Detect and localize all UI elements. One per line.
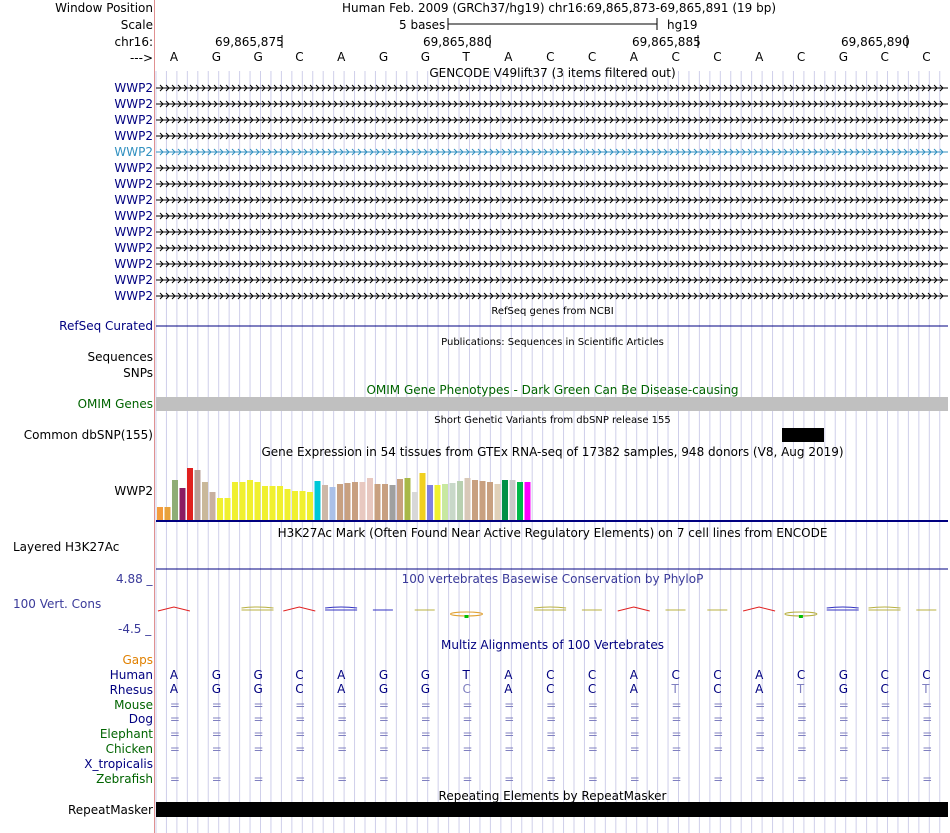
gtex-tissue-bar: [210, 492, 216, 520]
publications-sequences-label[interactable]: Sequences: [87, 350, 153, 364]
scale-label: Scale: [120, 18, 153, 32]
phylop-glyph: [242, 607, 274, 610]
gtex-tissue-bar: [285, 489, 291, 520]
alignment-base: =: [755, 771, 766, 786]
gtex-tissue-bar: [180, 488, 186, 520]
alignment-base: =: [462, 727, 473, 742]
alignment-base: =: [420, 697, 431, 712]
alignment-base: A: [337, 668, 346, 682]
gtex-tissue-bar: [405, 478, 411, 520]
alignment-base: =: [629, 742, 640, 756]
gtex-tissue-bar: [247, 480, 253, 520]
alignment-base: =: [713, 697, 724, 712]
alignment-base: =: [253, 697, 264, 712]
gtex-tissue-bar: [487, 482, 493, 520]
alignment-base: =: [420, 771, 431, 786]
repeatmasker-title[interactable]: Repeating Elements by RepeatMasker: [438, 789, 667, 803]
gtex-tissue-bar: [322, 485, 328, 520]
position-tick-3: 69,865,885: [632, 35, 701, 49]
gtex-tissue-bar: [420, 473, 426, 520]
alignment-base: =: [462, 742, 473, 756]
alignment-base: =: [755, 742, 766, 756]
alignment-base: =: [504, 712, 515, 727]
scale-text: 5 bases: [399, 18, 446, 32]
alignment-base: =: [546, 742, 557, 756]
alignment-base: =: [295, 712, 306, 727]
omim-feature-bar[interactable]: [156, 397, 948, 411]
alignment-base: =: [796, 727, 807, 742]
alignment-base: =: [671, 742, 682, 756]
base-letter: A: [755, 50, 764, 64]
alignment-base: =: [671, 771, 682, 786]
alignment-base: G: [378, 682, 389, 696]
gtex-tissue-bar: [382, 484, 388, 520]
alignment-base: =: [880, 742, 891, 756]
alignment-base: =: [337, 712, 348, 727]
multiz-species-label[interactable]: Human: [109, 668, 153, 682]
repeatmasker-bar[interactable]: [156, 802, 948, 817]
alignment-base: C: [880, 682, 889, 696]
gtex-tissue-bar: [315, 481, 321, 520]
gaps-label[interactable]: Gaps: [122, 653, 153, 667]
gtex-tissue-bar: [255, 482, 261, 520]
gtex-tissue-bar: [345, 483, 351, 520]
alignment-base: C: [671, 668, 680, 682]
gtex-tissue-bar: [270, 486, 276, 520]
alignment-base: C: [587, 682, 597, 696]
gencode-gene-label[interactable]: WWP2: [114, 193, 153, 207]
gtex-tissue-bar: [217, 498, 223, 520]
gtex-tissue-bar: [375, 484, 381, 520]
base-letter: C: [796, 50, 806, 64]
alignment-base: =: [420, 727, 431, 742]
alignment-base: C: [796, 668, 806, 682]
alignment-base: =: [253, 727, 264, 742]
multiz-species-label[interactable]: Chicken: [105, 742, 153, 756]
gtex-tissue-bar: [465, 478, 471, 520]
dbsnp-label[interactable]: Common dbSNP(155): [23, 428, 153, 442]
alignment-base: =: [253, 771, 264, 786]
alignment-base: A: [504, 682, 513, 696]
alignment-base: T: [796, 682, 805, 696]
alignment-base: =: [922, 727, 933, 742]
refseq-label[interactable]: RefSeq Curated: [59, 319, 153, 333]
alignment-base: =: [922, 771, 933, 786]
gtex-tissue-bar: [225, 498, 231, 520]
alignment-base: A: [169, 668, 179, 682]
base-letter: C: [587, 50, 597, 64]
alignment-base: =: [838, 697, 849, 712]
publications-snps-label[interactable]: SNPs: [123, 366, 153, 380]
alignment-base: =: [504, 697, 515, 712]
alignment-base: T: [671, 682, 679, 696]
alignment-base: =: [211, 742, 222, 756]
phylop-glyph: [325, 607, 357, 610]
alignment-base: =: [253, 712, 264, 727]
repeatmasker-label[interactable]: RepeatMasker: [67, 803, 153, 817]
alignment-base: =: [713, 742, 724, 756]
gtex-tissue-bar: [510, 480, 516, 520]
base-letter: A: [629, 50, 638, 64]
multiz-species-label[interactable]: Zebrafish: [96, 771, 153, 786]
alignment-base: =: [504, 742, 515, 756]
gtex-tissue-bar: [262, 486, 268, 520]
gencode-gene-label[interactable]: WWP2: [114, 177, 153, 191]
omim-title[interactable]: OMIM Gene Phenotypes - Dark Green Can Be Disease-causing: [366, 383, 739, 397]
alignment-base: =: [880, 771, 891, 786]
gtex-tissue-bar: [195, 470, 201, 520]
gtex-tissue-bar: [457, 481, 463, 520]
position-tick-1: 69,865,875: [215, 35, 284, 49]
dbsnp-variant-block[interactable]: [782, 428, 824, 442]
alignment-base: =: [295, 727, 306, 742]
gencode-gene-label[interactable]: WWP2: [114, 113, 153, 127]
alignment-base: G: [420, 668, 430, 682]
alignment-base: =: [337, 697, 348, 712]
alignment-base: =: [546, 771, 557, 786]
alignment-base: =: [169, 742, 180, 756]
alignment-base: C: [295, 668, 304, 682]
alignment-base: =: [755, 697, 766, 712]
alignment-base: =: [713, 712, 724, 727]
alignment-base: =: [838, 742, 849, 756]
alignment-base: =: [587, 697, 598, 712]
phylop-min: -4.5 _: [118, 622, 152, 636]
alignment-base: =: [755, 727, 766, 742]
gtex-tissue-bar: [517, 482, 523, 520]
gtex-tissue-bar: [367, 478, 373, 520]
alignment-base: =: [337, 771, 348, 786]
alignment-base: =: [169, 712, 180, 727]
multiz-species-label[interactable]: Rhesus: [109, 682, 153, 697]
base-letter: C: [880, 50, 889, 64]
alignment-base: C: [713, 682, 722, 696]
base-letter: A: [504, 50, 513, 64]
alignment-base: G: [838, 682, 848, 696]
alignment-base: =: [587, 712, 598, 727]
gtex-tissue-bar: [360, 482, 366, 520]
phylop-glyph-marker: [465, 615, 469, 618]
alignment-base: C: [462, 682, 471, 696]
alignment-base: =: [211, 697, 222, 712]
gencode-gene-label[interactable]: WWP2: [114, 81, 153, 95]
phylop-max: 4.88 _: [116, 572, 153, 586]
alignment-base: =: [922, 697, 933, 712]
alignment-base: =: [880, 712, 891, 727]
alignment-base: =: [211, 712, 222, 727]
multiz-species-label[interactable]: X_tropicalis: [84, 756, 153, 771]
alignment-base: =: [211, 727, 222, 742]
gtex-tissue-bar: [202, 482, 208, 520]
gencode-gene-label[interactable]: WWP2: [114, 97, 153, 111]
base-letter: G: [211, 50, 221, 64]
gtex-tissue-bar: [330, 487, 336, 520]
alignment-base: =: [755, 712, 766, 727]
assembly-label: hg19: [667, 18, 698, 32]
alignment-base: G: [211, 682, 221, 696]
base-letter: G: [253, 50, 263, 64]
alignment-base: =: [880, 697, 891, 712]
gtex-tissue-bar: [450, 483, 456, 520]
h3k27ac-title[interactable]: H3K27Ac Mark (Often Found Near Active Regulatory Elements) on 7 cell lines from ENCODE: [277, 526, 828, 540]
multiz-species-label[interactable]: Elephant: [99, 727, 153, 742]
alignment-base: =: [295, 697, 306, 712]
gtex-tissue-bar: [232, 482, 238, 520]
position-tick-4: 69,865,890: [841, 35, 910, 49]
base-letter: G: [420, 50, 430, 64]
gtex-tissue-bar: [472, 480, 478, 520]
gencode-gene-label[interactable]: WWP2: [114, 257, 153, 271]
alignment-base: =: [378, 697, 389, 712]
base-letter: C: [295, 50, 304, 64]
phylop-glyph: [869, 607, 901, 610]
publications-title[interactable]: Publications: Sequences in Scientific Articles: [441, 337, 664, 348]
gencode-title[interactable]: GENCODE V49lift37 (3 items filtered out): [429, 66, 676, 80]
alignment-base: =: [629, 712, 640, 727]
alignment-base: =: [462, 697, 473, 712]
phylop-glyph-marker: [799, 615, 803, 618]
alignment-base: C: [546, 668, 555, 682]
gtex-tissue-bar: [172, 480, 178, 520]
phylop-title[interactable]: 100 vertebrates Basewise Conservation by PhyloP: [401, 572, 704, 586]
alignment-base: T: [922, 682, 930, 696]
gtex-tissue-bar: [502, 480, 508, 520]
gtex-tissue-bar: [435, 485, 441, 520]
phylop-glyph: [743, 607, 775, 611]
alignment-base: A: [755, 668, 764, 682]
alignment-base: A: [629, 668, 638, 682]
base-letter: C: [713, 50, 722, 64]
alignment-base: =: [838, 727, 849, 742]
gtex-tissue-bar: [277, 486, 283, 520]
alignment-base: A: [169, 682, 179, 696]
omim-label[interactable]: OMIM Genes: [77, 397, 153, 411]
gtex-tissue-bar: [240, 482, 246, 520]
alignment-base: =: [337, 742, 348, 756]
alignment-base: =: [504, 771, 515, 786]
multiz-species-label[interactable]: Mouse: [114, 697, 153, 712]
alignment-base: =: [629, 771, 640, 786]
alignment-base: =: [546, 697, 557, 712]
alignment-base: =: [295, 742, 306, 756]
alignment-base: =: [295, 771, 306, 786]
alignment-base: T: [462, 668, 470, 682]
alignment-base: G: [420, 682, 430, 696]
alignment-base: =: [337, 727, 348, 742]
gencode-gene-label[interactable]: WWP2: [114, 145, 153, 159]
position-tick-2: 69,865,880: [423, 35, 492, 49]
alignment-base: =: [253, 742, 264, 756]
base-letter: A: [337, 50, 346, 64]
gencode-gene-label[interactable]: WWP2: [114, 129, 153, 143]
base-letter: C: [546, 50, 555, 64]
alignment-base: =: [922, 742, 933, 756]
alignment-base: C: [922, 668, 931, 682]
gtex-tissue-bar: [337, 484, 343, 520]
alignment-base: =: [880, 727, 891, 742]
alignment-base: =: [378, 771, 389, 786]
gencode-gene-label[interactable]: WWP2: [114, 209, 153, 223]
alignment-base: =: [629, 727, 640, 742]
gtex-tissue-bar: [300, 491, 306, 520]
base-letter: C: [671, 50, 680, 64]
gencode-gene-label[interactable]: WWP2: [114, 161, 153, 175]
alignment-base: G: [838, 668, 848, 682]
window-position-label: Window Position: [55, 1, 153, 15]
gencode-gene-label[interactable]: WWP2: [114, 289, 153, 303]
base-letter: A: [169, 50, 179, 64]
alignment-base: =: [504, 727, 515, 742]
alignment-base: =: [462, 712, 473, 727]
gtex-tissue-bar: [307, 492, 313, 520]
chrom-label: chr16:: [114, 35, 153, 49]
alignment-base: A: [629, 682, 638, 696]
phylop-glyph: [827, 607, 859, 610]
alignment-base: =: [587, 742, 598, 756]
gencode-gene-label[interactable]: WWP2: [114, 225, 153, 239]
alignment-base: =: [462, 771, 473, 786]
gtex-tissue-bar: [525, 482, 531, 520]
alignment-base: =: [796, 771, 807, 786]
alignment-base: =: [838, 712, 849, 727]
gtex-tissue-bar: [157, 507, 163, 520]
alignment-base: =: [796, 742, 807, 756]
alignment-base: =: [587, 727, 598, 742]
base-letter: G: [838, 50, 848, 64]
alignment-base: =: [587, 771, 598, 786]
alignment-base: =: [546, 712, 557, 727]
alignment-base: =: [671, 712, 682, 727]
alignment-base: C: [713, 668, 722, 682]
alignment-base: =: [796, 712, 807, 727]
window-position-title: Human Feb. 2009 (GRCh37/hg19) chr16:69,865,873-69,865,891 (19 bp): [342, 1, 777, 15]
phylop-glyph: [618, 607, 650, 611]
gtex-tissue-bar: [397, 479, 403, 520]
alignment-base: =: [796, 697, 807, 712]
alignment-base: =: [378, 727, 389, 742]
alignment-base: =: [211, 771, 222, 786]
alignment-base: C: [880, 668, 889, 682]
base-letter: G: [378, 50, 389, 64]
alignment-base: =: [378, 712, 389, 727]
gtex-tissue-bar: [495, 484, 501, 520]
gtex-tissue-bar: [352, 482, 358, 520]
alignment-base: G: [378, 668, 389, 682]
alignment-base: =: [378, 742, 389, 756]
alignment-base: C: [546, 682, 555, 696]
base-letter: T: [462, 50, 470, 64]
gtex-tissue-bar: [412, 492, 418, 520]
strand-arrow-label: --->: [129, 51, 153, 65]
alignment-base: =: [671, 697, 682, 712]
alignment-base: =: [420, 742, 431, 756]
gtex-tissue-bar: [442, 484, 448, 520]
gtex-gene-label[interactable]: WWP2: [114, 484, 153, 498]
gencode-gene-label[interactable]: WWP2: [114, 273, 153, 287]
refseq-title[interactable]: RefSeq genes from NCBI: [491, 306, 614, 317]
dbsnp-title[interactable]: Short Genetic Variants from dbSNP release 155: [434, 415, 671, 426]
phylop-glyph: [158, 607, 190, 611]
alignment-base: G: [253, 682, 263, 696]
gtex-tissue-bar: [390, 485, 396, 520]
gtex-tissue-bar: [427, 485, 433, 520]
gtex-tissue-bar: [187, 468, 193, 520]
alignment-base: =: [169, 771, 180, 786]
gencode-gene-label[interactable]: WWP2: [114, 241, 153, 255]
multiz-species-label[interactable]: Dog: [128, 712, 153, 727]
alignment-base: =: [169, 697, 180, 712]
alignment-base: =: [629, 697, 640, 712]
alignment-base: =: [420, 712, 431, 727]
alignment-base: =: [671, 727, 682, 742]
base-letter: C: [922, 50, 931, 64]
alignment-base: =: [169, 727, 180, 742]
gtex-title[interactable]: Gene Expression in 54 tissues from GTEx RNA-seq of 17382 samples, 948 donors (V8, Aug 2019): [261, 445, 844, 459]
alignment-base: =: [838, 771, 849, 786]
alignment-base: G: [211, 668, 221, 682]
alignment-base: A: [755, 682, 764, 696]
alignment-base: =: [713, 771, 724, 786]
gtex-tissue-bar: [480, 481, 486, 520]
multiz-title[interactable]: Multiz Alignments of 100 Vertebrates: [440, 638, 665, 652]
gtex-tissue-bar: [292, 491, 298, 520]
alignment-base: =: [546, 727, 557, 742]
alignment-base: A: [337, 682, 346, 696]
h3k27ac-label[interactable]: Layered H3K27Ac: [13, 540, 120, 554]
phylop-glyph: [534, 607, 566, 610]
alignment-base: G: [253, 668, 263, 682]
phylop-label[interactable]: 100 Vert. Cons: [13, 597, 102, 611]
alignment-base: C: [587, 668, 597, 682]
alignment-base: =: [713, 727, 724, 742]
phylop-glyph: [283, 607, 315, 611]
alignment-base: =: [922, 712, 933, 727]
gtex-tissue-bar: [165, 507, 171, 520]
alignment-base: C: [295, 682, 304, 696]
alignment-base: A: [504, 668, 513, 682]
